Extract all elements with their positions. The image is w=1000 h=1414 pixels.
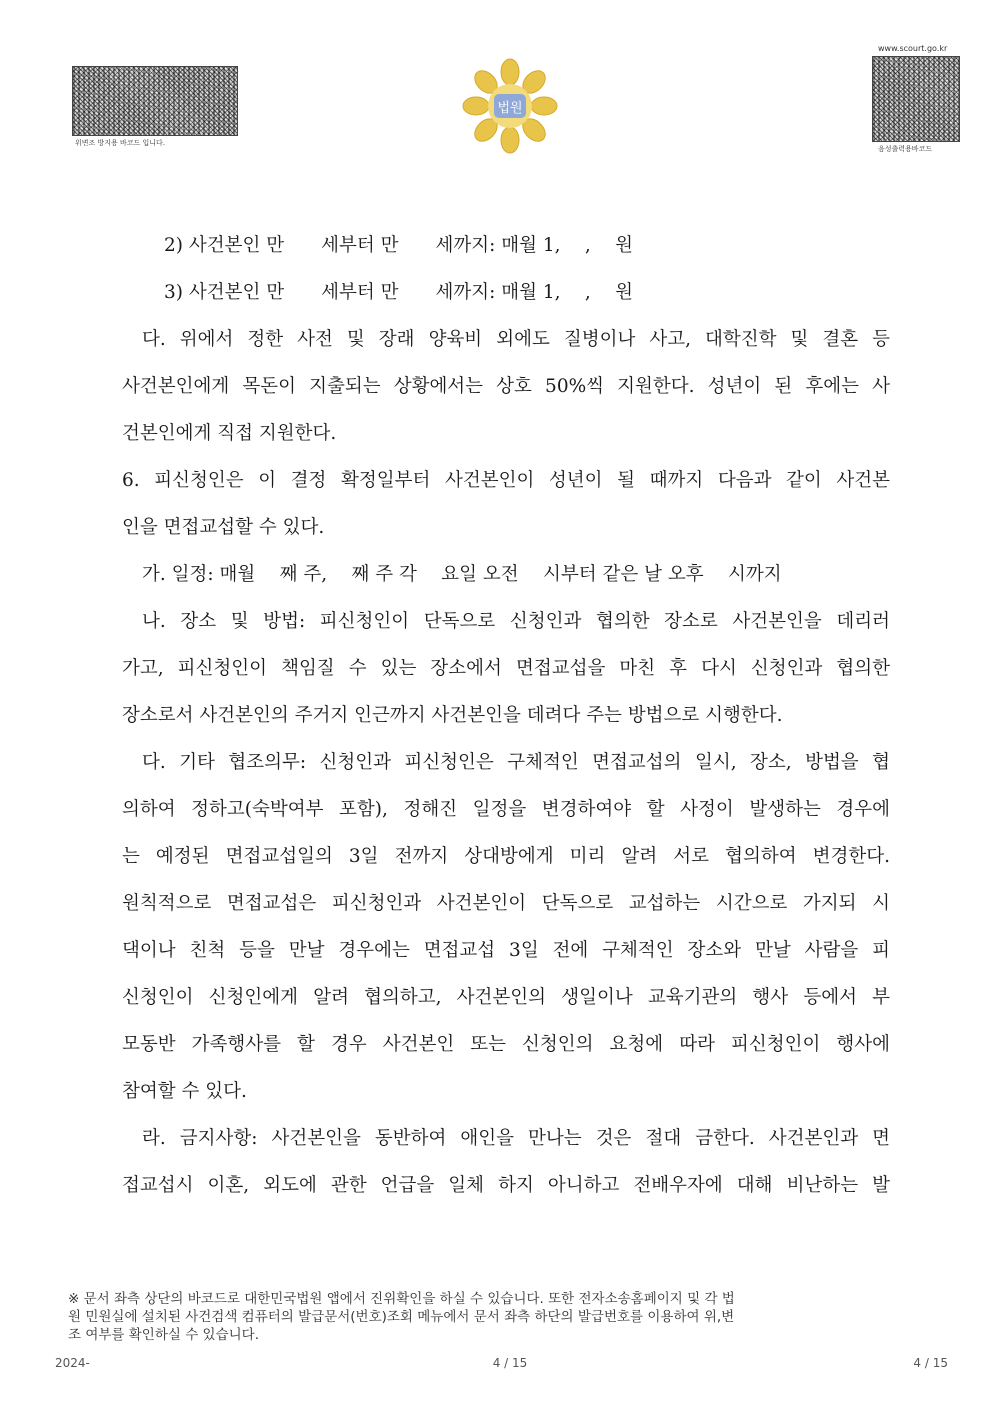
body-line: 3) 사건본인 만 세부터 만 세까지: 매월 1, , 원 xyxy=(164,282,633,303)
body-line: 는 예정된 면접교섭일의 3일 전까지 상대방에게 미리 알려 서로 협의하여 변경한다. xyxy=(122,846,890,867)
body-line: 원칙적으로 면접교섭은 피신청인과 사건본인이 단독으로 교섭하는 시간으로 가지되 시 xyxy=(122,893,890,914)
body-line: 인을 면접교섭할 수 있다. xyxy=(122,517,325,538)
page-number-right: 4 / 15 xyxy=(913,1356,948,1370)
notice-line: ※ 문서 좌측 상단의 바코드로 대한민국법원 앱에서 진위확인을 하실 수 있습니다. 또한 전자소송홈페이지 및 각 법 xyxy=(68,1291,735,1307)
document-body xyxy=(122,222,890,1209)
body-line: 다. 위에서 정한 사전 및 장래 양육비 외에도 질병이나 사고, 대학진학 및 결혼 등 xyxy=(142,329,890,350)
barcode-caption: 음성출력용바코드 xyxy=(878,145,933,153)
body-line: 가고, 피신청인이 책임질 수 있는 장소에서 면접교섭을 마친 후 다시 신청인과 협의한 xyxy=(122,658,890,679)
body-line: 다. 기타 협조의무: 신청인과 피신청인은 구체적인 면접교섭의 일시, 장소, 방법을 협 xyxy=(142,752,890,773)
emblem-label: 법원 xyxy=(497,101,523,116)
page-number: 4 / 15 xyxy=(492,1356,528,1370)
body-line: 나. 장소 및 방법: 피신청인이 단독으로 신청인과 협의한 장소로 사건본인을 데리러 xyxy=(142,611,890,632)
notice-line: 원 민원실에 설치된 사건검색 컴퓨터의 발급문서(번호)조회 메뉴에서 문서 좌측 하단의 발급번호를 이용하여 위,변 xyxy=(68,1309,735,1325)
voice-output-barcode xyxy=(872,56,960,142)
body-line: 접교섭시 이혼, 외도에 관한 언급을 일체 하지 아니하고 전배우자에 대해 비난하는 발 xyxy=(122,1175,890,1196)
body-line: 의하여 정하고(숙박여부 포함), 정해진 일정을 변경하여야 할 사정이 발생하는 경우에 xyxy=(122,799,890,820)
site-url: www.scourt.go.kr xyxy=(878,44,948,53)
body-line: 참여할 수 있다. xyxy=(122,1081,247,1102)
body-line: 신청인이 신청인에게 알려 협의하고, 사건본인의 생일이나 교육기관의 행사 등에서 부 xyxy=(122,987,890,1008)
body-line: 라. 금지사항: 사건본인을 동반하여 애인을 만나는 것은 절대 금한다. 사건본인과 면 xyxy=(142,1128,890,1149)
authenticity-barcode xyxy=(72,66,238,136)
body-line: 사건본인에게 목돈이 지출되는 상황에서는 상호 50%씩 지원한다. 성년이 된 후에는 사 xyxy=(122,376,890,397)
body-line: 모동반 가족행사를 할 경우 사건본인 또는 신청인의 요청에 따라 피신청인이 행사에 xyxy=(122,1034,890,1055)
notice-line: 조 여부를 확인하실 수 있습니다. xyxy=(68,1327,259,1343)
body-line: 장소로서 사건본인의 주거지 인근까지 사건본인을 데려다 주는 방법으로 시행한다. xyxy=(122,705,783,726)
body-line: 가. 일정: 매월 째 주, 째 주 각 요일 오전 시부터 같은 날 오후 시까지 xyxy=(142,564,782,585)
barcode-caption: 위변조 방지용 바코드 입니다. xyxy=(75,139,166,147)
body-line: 6. 피신청인은 이 결정 확정일부터 사건본인이 성년이 될 때까지 다음과 같이 사건본 xyxy=(122,470,890,491)
body-line: 2) 사건본인 만 세부터 만 세까지: 매월 1, , 원 xyxy=(164,235,633,256)
body-line: 댁이나 친척 등을 만날 경우에는 면접교섭 3일 전에 구체적인 장소와 만날 사람을 피 xyxy=(122,940,890,961)
issue-date: 2024- xyxy=(55,1356,90,1370)
verification-notice xyxy=(68,1290,934,1344)
body-line: 건본인에게 직접 지원한다. xyxy=(122,423,337,444)
